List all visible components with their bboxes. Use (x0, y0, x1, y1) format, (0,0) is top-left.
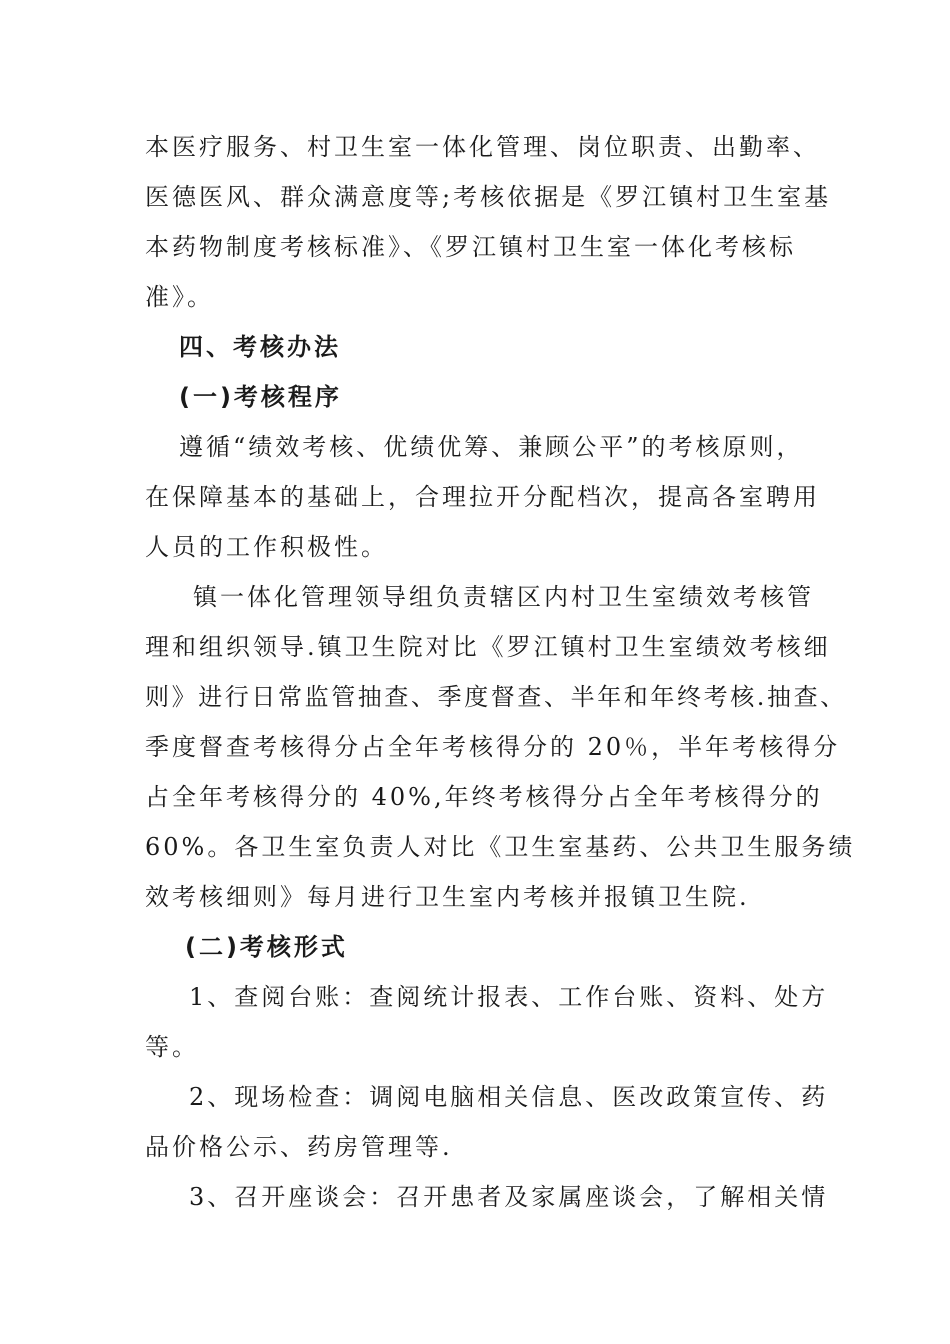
paragraph-line: 60%。各卫生室负责人对比《卫生室基药、公共卫生服务绩 (145, 833, 856, 861)
paragraph-line: 人员的工作积极性。 (145, 533, 388, 561)
subsection-heading: (一)考核程序 (179, 383, 342, 411)
paragraph-line: 占全年考核得分的 40%,年终考核得分占全年考核得分的 (145, 783, 823, 811)
paragraph-line: 遵循“绩效考核、优绩优筹、兼顾公平”的考核原则， (179, 433, 804, 461)
subsection-heading: (二)考核形式 (185, 933, 348, 961)
paragraph-line: 效考核细则》每月进行卫生室内考核并报镇卫生院. (145, 883, 750, 911)
paragraph-line: 本药物制度考核标准》、《罗江镇村卫生室一体化考核标 (145, 233, 796, 261)
paragraph-line: 本医疗服务、村卫生室一体化管理、岗位职责、出勤率、 (145, 133, 820, 161)
paragraph-line: 在保障基本的基础上，合理拉开分配档次，提高各室聘用 (145, 483, 820, 511)
paragraph-line: 准》。 (145, 283, 214, 311)
paragraph-line: 医德医风、群众满意度等;考核依据是《罗江镇村卫生室基 (145, 183, 832, 211)
paragraph-line: 季度督查考核得分占全年考核得分的 20％，半年考核得分 (145, 733, 841, 761)
paragraph-line: 2、现场检查：调阅电脑相关信息、医改政策宣传、药 (189, 1083, 829, 1111)
paragraph-line: 等。 (145, 1033, 199, 1061)
paragraph-line: 则》进行日常监管抽查、季度督查、半年和年终考核.抽查、 (145, 683, 847, 711)
paragraph-line: 3、召开座谈会：召开患者及家属座谈会，了解相关情 (189, 1183, 829, 1211)
paragraph-line: 1、查阅台账：查阅统计报表、工作台账、资料、处方 (189, 983, 829, 1011)
paragraph-line: 品价格公示、药房管理等. (145, 1133, 453, 1161)
section-heading: 四、考核办法 (179, 333, 341, 361)
paragraph-line: 理和组织领导.镇卫生院对比《罗江镇村卫生室绩效考核细 (145, 633, 831, 661)
document-page (145, 122, 856, 1222)
paragraph-line: 镇一体化管理领导组负责辖区内村卫生室绩效考核管 (193, 583, 814, 611)
